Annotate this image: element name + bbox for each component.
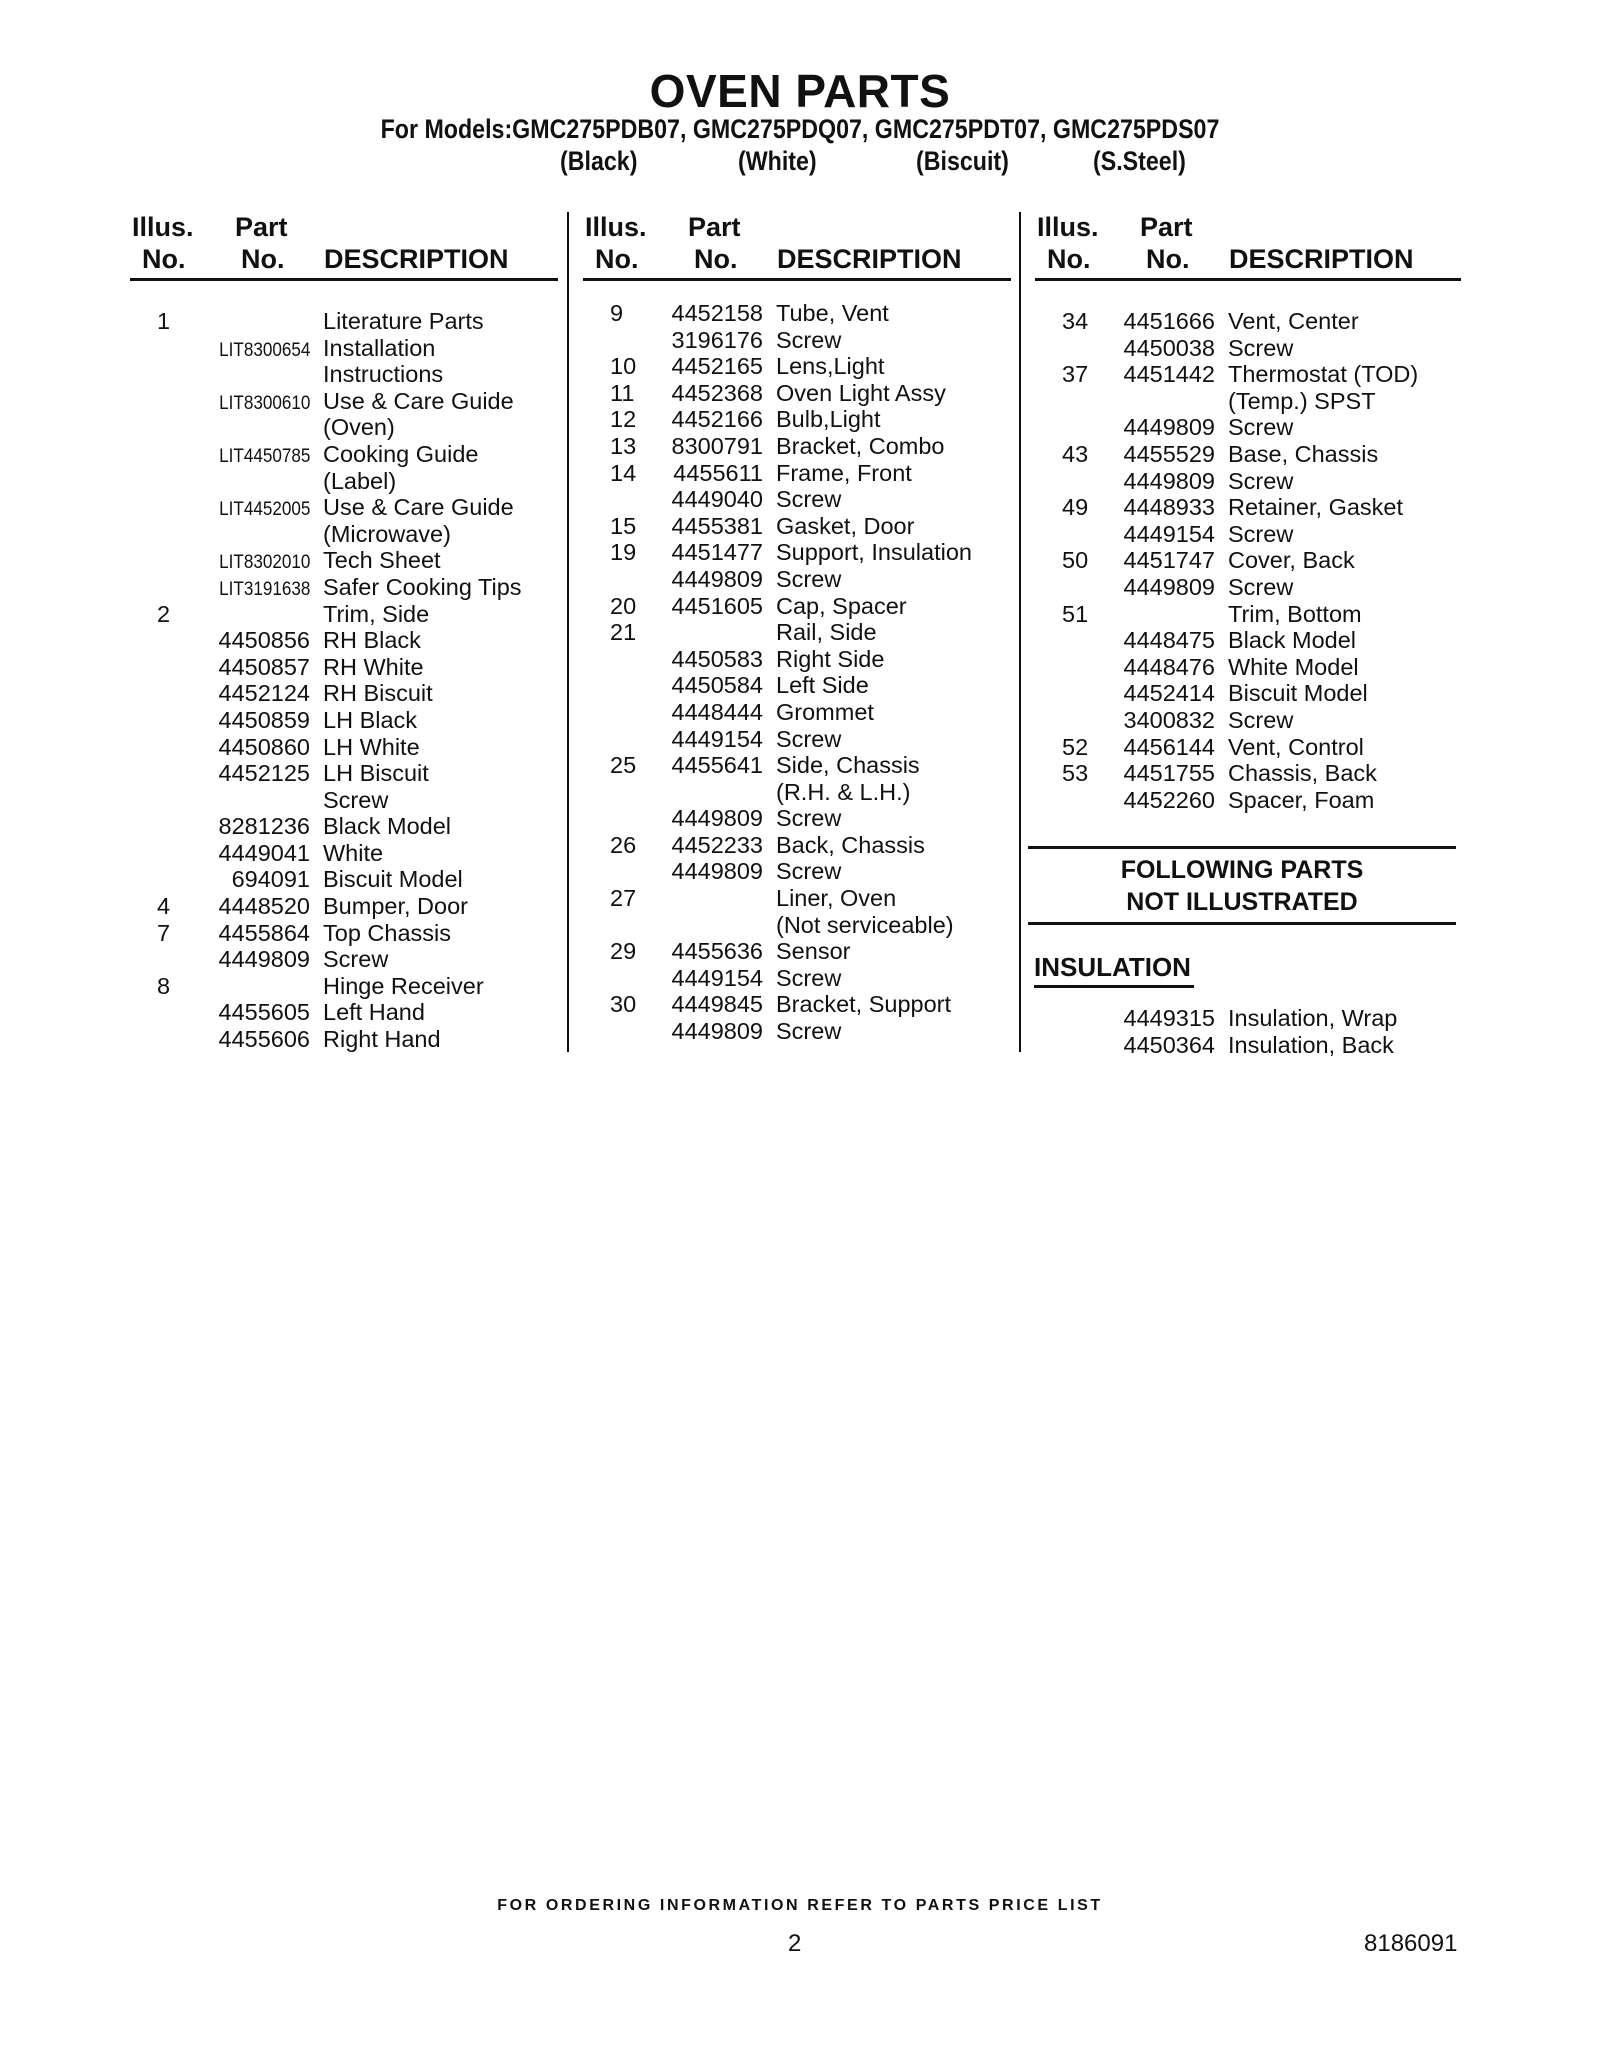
part-row (583, 513, 1013, 540)
part-number: LIT3191638 (218, 578, 310, 600)
part-row (130, 999, 560, 1026)
parts-list (130, 308, 560, 1053)
not-illustrated-heading (1028, 854, 1456, 918)
illus-number: 8 (157, 972, 171, 999)
part-row (1035, 414, 1465, 441)
parts-column-1 (130, 212, 560, 1053)
part-number: 4452414 (1123, 680, 1215, 707)
header-part: Part (688, 212, 741, 242)
illus-number: 34 (1062, 308, 1089, 334)
part-row (130, 521, 560, 548)
part-number: 4451477 (671, 539, 763, 566)
part-row (583, 433, 1013, 460)
part-row (130, 441, 560, 468)
part-number: 4452124 (218, 680, 310, 707)
part-description: Instructions (323, 361, 444, 388)
not-illustrated-line-2: NOT ILLUSTRATED (1126, 888, 1358, 916)
part-row (1035, 707, 1465, 734)
illus-number: 4 (157, 893, 171, 920)
part-description: Screw (776, 805, 842, 832)
part-row (1035, 335, 1465, 362)
part-row (130, 335, 560, 362)
illus-number: 30 (610, 991, 637, 1018)
part-number: 3400832 (1123, 706, 1215, 733)
part-number: 4449154 (1123, 520, 1215, 547)
illus-number: 53 (1062, 760, 1089, 787)
part-description: Bracket, Combo (776, 432, 945, 459)
part-row (583, 858, 1013, 885)
part-row (583, 991, 1013, 1018)
part-row (130, 920, 560, 947)
part-row (583, 566, 1013, 593)
part-description: Side, Chassis (776, 752, 920, 779)
part-number: 4452125 (218, 760, 310, 787)
part-description: White Model (1228, 653, 1359, 680)
part-row (583, 593, 1013, 620)
part-description: RH Biscuit (323, 680, 433, 707)
header-rule (130, 278, 558, 281)
part-row (130, 468, 560, 495)
part-row (583, 460, 1013, 487)
part-number: 4451605 (671, 592, 763, 619)
part-description: Use & Care Guide (323, 494, 514, 521)
part-description: Lens,Light (776, 353, 885, 380)
part-row (583, 406, 1013, 433)
parts-list (583, 300, 1013, 1045)
parts-list (1035, 308, 1465, 813)
part-description: Thermostat (TOD) (1228, 361, 1419, 388)
part-row (583, 885, 1013, 912)
part-row (583, 1018, 1013, 1045)
part-number: 8281236 (218, 813, 310, 840)
part-row (583, 912, 1013, 939)
part-description: Base, Chassis (1228, 440, 1379, 467)
part-description: RH White (323, 653, 424, 680)
part-row (583, 805, 1013, 832)
part-row (130, 1026, 560, 1053)
part-description: Tube, Vent (776, 300, 889, 326)
part-number: 4448520 (218, 893, 310, 920)
insulation-list (1035, 1005, 1465, 1058)
illus-number: 21 (610, 619, 637, 646)
part-number: 4449041 (218, 839, 310, 866)
part-description: LH White (323, 733, 420, 760)
part-description: (Not serviceable) (776, 911, 954, 938)
part-description: Right Hand (323, 1026, 441, 1053)
part-description: Back, Chassis (776, 831, 925, 858)
part-description: Left Side (776, 672, 869, 699)
part-row (583, 832, 1013, 859)
part-number: 4450584 (671, 672, 763, 699)
part-number: 4450857 (218, 653, 310, 680)
part-row (130, 601, 560, 628)
illus-number: 27 (610, 885, 637, 912)
part-description: Insulation, Wrap (1228, 1005, 1398, 1031)
part-description: Bracket, Support (776, 991, 952, 1018)
part-row (1035, 1005, 1465, 1032)
part-row (1035, 654, 1465, 681)
part-row (130, 760, 560, 787)
page-title: OVEN PARTS (649, 65, 951, 117)
insulation-rule (1034, 985, 1194, 988)
color-black: (Black) (560, 146, 638, 176)
part-number: 4452158 (671, 300, 763, 326)
part-row (583, 752, 1013, 779)
illus-number: 7 (157, 919, 171, 946)
part-number: 4448476 (1123, 653, 1215, 680)
part-row (583, 539, 1013, 566)
header-description: DESCRIPTION (1229, 244, 1414, 274)
part-number: LIT8300654 (218, 339, 310, 361)
part-description: (R.H. & L.H.) (776, 778, 911, 805)
part-description: Screw (776, 326, 842, 353)
part-row (583, 646, 1013, 673)
part-number: 4452166 (671, 406, 763, 433)
part-row (130, 654, 560, 681)
part-row (130, 893, 560, 920)
part-description: Chassis, Back (1228, 760, 1377, 787)
column-header (583, 212, 1013, 280)
part-description: Trim, Side (323, 600, 430, 627)
part-row (583, 353, 1013, 380)
part-description: Literature Parts (323, 308, 484, 334)
part-description: White (323, 839, 384, 866)
part-description: (Microwave) (323, 520, 451, 547)
model-colors (0, 146, 1600, 180)
illus-number: 1 (157, 308, 171, 334)
part-row (583, 779, 1013, 806)
part-row (130, 813, 560, 840)
part-number: 4449809 (671, 858, 763, 885)
part-row (1035, 680, 1465, 707)
part-row (1035, 521, 1465, 548)
part-description: LH Biscuit (323, 760, 429, 787)
part-number: LIT4452005 (218, 499, 310, 521)
part-description: Sensor (776, 938, 851, 965)
part-description: Screw (776, 725, 842, 752)
part-description: Cover, Back (1228, 547, 1355, 574)
part-number: 4451747 (1123, 547, 1215, 574)
header-illus-no: No. (142, 244, 186, 274)
part-description: Retainer, Gasket (1228, 494, 1404, 521)
part-row (583, 938, 1013, 965)
part-description: Black Model (323, 813, 451, 840)
part-number: 4450859 (218, 706, 310, 733)
header-rule (1035, 278, 1461, 281)
part-number: 4455605 (218, 999, 310, 1026)
part-row (130, 494, 560, 521)
illus-number: 9 (610, 300, 624, 326)
part-row (1035, 601, 1465, 628)
part-description: Screw (323, 786, 389, 813)
part-number: 4455381 (671, 512, 763, 539)
part-row (130, 627, 560, 654)
part-number: 4449809 (218, 946, 310, 973)
part-number: 4455611 (673, 459, 763, 486)
header-illus: Illus. (585, 212, 647, 242)
part-description: Screw (1228, 414, 1294, 441)
part-number: 4449809 (1123, 414, 1215, 441)
part-row (1035, 787, 1465, 814)
part-row (583, 486, 1013, 513)
header-description: DESCRIPTION (324, 244, 509, 274)
part-number: 4450583 (671, 645, 763, 672)
part-description: Oven Light Assy (776, 379, 946, 406)
part-row (583, 380, 1013, 407)
illus-number: 10 (610, 353, 637, 380)
part-number: 4456144 (1123, 733, 1215, 760)
part-row (1035, 627, 1465, 654)
part-description: Black Model (1228, 627, 1356, 654)
part-number: 694091 (231, 866, 310, 893)
part-row (583, 672, 1013, 699)
part-description: Gasket, Door (776, 512, 915, 539)
part-number: 4450364 (1123, 1031, 1215, 1058)
part-description: (Oven) (323, 414, 395, 441)
part-row (583, 619, 1013, 646)
part-row (1035, 441, 1465, 468)
part-description: Screw (1228, 467, 1294, 494)
part-row (583, 965, 1013, 992)
part-number: 4452165 (671, 353, 763, 380)
part-number: 4449040 (671, 486, 763, 513)
part-row (1035, 1032, 1465, 1059)
part-description: Screw (1228, 334, 1294, 361)
illus-number: 49 (1062, 494, 1089, 521)
part-number: 4449809 (671, 805, 763, 832)
part-row (1035, 361, 1465, 388)
header-illus: Illus. (132, 212, 194, 242)
part-row (130, 547, 560, 574)
illus-number: 37 (1062, 361, 1089, 388)
header-part-no: No. (241, 244, 285, 274)
part-description: Screw (1228, 520, 1294, 547)
column-divider (567, 212, 569, 1052)
illus-number: 29 (610, 938, 637, 965)
part-description: Left Hand (323, 999, 425, 1026)
part-row (130, 734, 560, 761)
part-description: Trim, Bottom (1228, 600, 1362, 627)
part-number: 4455864 (218, 919, 310, 946)
column-divider (1019, 212, 1021, 1052)
part-number: 4449154 (671, 964, 763, 991)
part-description: Vent, Center (1228, 308, 1359, 334)
part-description: Safer Cooking Tips (323, 573, 522, 600)
part-description: Grommet (776, 698, 874, 725)
header-part-no: No. (1146, 244, 1190, 274)
part-number: 4455529 (1123, 440, 1215, 467)
header-illus: Illus. (1037, 212, 1099, 242)
part-description: (Temp.) SPST (1228, 387, 1376, 414)
part-description: Screw (776, 964, 842, 991)
part-number: 4449154 (671, 725, 763, 752)
header-illus-no: No. (595, 244, 639, 274)
part-description: Tech Sheet (323, 547, 441, 574)
header-part: Part (1140, 212, 1193, 242)
part-row (130, 680, 560, 707)
part-row (1035, 734, 1465, 761)
header-illus-no: No. (1047, 244, 1091, 274)
part-row (1035, 308, 1465, 335)
part-row (583, 327, 1013, 354)
part-description: Frame, Front (776, 459, 912, 486)
part-number: LIT8300610 (218, 392, 310, 414)
part-description: Screw (776, 1018, 842, 1045)
not-illustrated-bottom-rule (1028, 922, 1456, 925)
header-description: DESCRIPTION (777, 244, 962, 274)
part-number: 4450856 (218, 627, 310, 654)
part-number: 4449809 (1123, 573, 1215, 600)
part-description: Bumper, Door (323, 893, 468, 920)
part-row (130, 707, 560, 734)
part-row (130, 414, 560, 441)
illus-number: 19 (610, 539, 637, 566)
illus-number: 26 (610, 831, 637, 858)
insulation-heading: INSULATION (1034, 952, 1191, 982)
part-description: Biscuit Model (1228, 680, 1368, 707)
part-number: 4449809 (1123, 467, 1215, 494)
illus-number: 52 (1062, 733, 1089, 760)
part-number: 4451755 (1123, 760, 1215, 787)
part-number: 4451666 (1123, 308, 1215, 334)
illus-number: 25 (610, 752, 637, 779)
part-description: Screw (1228, 706, 1294, 733)
column-header (130, 212, 560, 280)
illus-number: 20 (610, 592, 637, 619)
part-description: Hinge Receiver (323, 972, 484, 999)
part-number: 3196176 (671, 326, 763, 353)
ordering-footer: FOR ORDERING INFORMATION REFER TO PARTS PRICE LIST (497, 1897, 1103, 1914)
part-description: RH Black (323, 627, 421, 654)
part-row (130, 361, 560, 388)
part-number: 4448444 (671, 698, 763, 725)
illus-number: 2 (157, 600, 171, 627)
part-row (583, 699, 1013, 726)
part-number: 4452260 (1123, 786, 1215, 813)
part-description: Right Side (776, 645, 885, 672)
part-number: 4455641 (671, 752, 763, 779)
part-row (583, 726, 1013, 753)
part-number: 4452233 (671, 831, 763, 858)
header-part: Part (235, 212, 288, 242)
illus-number: 13 (610, 432, 637, 459)
part-description: LH Black (323, 706, 418, 733)
part-description: Screw (776, 486, 842, 513)
document-number: 8186091 (1364, 1930, 1458, 1957)
part-number: LIT4450785 (218, 445, 310, 467)
color-biscuit: (Biscuit) (916, 146, 1009, 176)
part-row (130, 973, 560, 1000)
part-number: 4450860 (218, 733, 310, 760)
parts-column-3 (1035, 212, 1465, 813)
color-white: (White) (738, 146, 817, 176)
part-number: LIT8302010 (218, 552, 310, 574)
part-row (130, 946, 560, 973)
part-description: (Label) (323, 467, 397, 494)
part-description: Spacer, Foam (1228, 786, 1375, 813)
column-header (1035, 212, 1465, 280)
illus-number: 14 (610, 459, 637, 486)
illus-number: 11 (610, 379, 635, 406)
part-description: Bulb,Light (776, 406, 881, 433)
part-row (130, 308, 560, 335)
part-description: Vent, Control (1228, 733, 1364, 760)
part-row (583, 300, 1013, 327)
not-illustrated-top-rule (1028, 846, 1456, 849)
part-description: Rail, Side (776, 619, 877, 646)
color-ssteel: (S.Steel) (1093, 146, 1186, 176)
models-line: For Models:GMC275PDB07, GMC275PDQ07, GMC275PDT07, GMC275PDS07 (380, 114, 1220, 144)
not-illustrated-line-1: FOLLOWING PARTS (1120, 856, 1364, 884)
part-number: 8300791 (671, 432, 763, 459)
part-description: Support, Insulation (776, 539, 972, 566)
part-row (1035, 468, 1465, 495)
part-number: 4449809 (671, 565, 763, 592)
illus-number: 12 (610, 406, 637, 433)
page-number: 2 (788, 1930, 802, 1957)
part-description: Cap, Spacer (776, 592, 907, 619)
part-number: 4449845 (671, 991, 763, 1018)
part-number: 4448933 (1123, 494, 1215, 521)
part-number: 4449315 (1123, 1005, 1215, 1031)
part-number: 4455606 (218, 1026, 310, 1053)
part-description: Use & Care Guide (323, 387, 514, 414)
parts-column-2 (583, 212, 1013, 1045)
part-description: Cooking Guide (323, 440, 479, 467)
part-number: 4452368 (671, 379, 763, 406)
part-row (1035, 388, 1465, 415)
part-row (1035, 494, 1465, 521)
part-description: Insulation, Back (1228, 1031, 1394, 1058)
part-row (130, 787, 560, 814)
part-description: Top Chassis (323, 919, 451, 946)
part-row (130, 840, 560, 867)
part-description: Screw (776, 858, 842, 885)
part-row (1035, 574, 1465, 601)
header-rule (583, 278, 1011, 281)
part-number: 4448475 (1123, 627, 1215, 654)
illus-number: 50 (1062, 547, 1089, 574)
part-number: 4455636 (671, 938, 763, 965)
illus-number: 15 (610, 512, 637, 539)
part-number: 4450038 (1123, 334, 1215, 361)
part-row (130, 866, 560, 893)
illus-number: 43 (1062, 440, 1089, 467)
part-description: Screw (1228, 573, 1294, 600)
header-part-no: No. (694, 244, 738, 274)
part-description: Liner, Oven (776, 885, 897, 912)
part-row (1035, 547, 1465, 574)
illus-number: 51 (1062, 600, 1089, 627)
part-number: 4449809 (671, 1018, 763, 1045)
part-row (130, 574, 560, 601)
part-number: 4451442 (1123, 361, 1215, 388)
part-description: Screw (776, 565, 842, 592)
part-row (1035, 760, 1465, 787)
part-description: Screw (323, 946, 389, 973)
part-row (130, 388, 560, 415)
part-description: Biscuit Model (323, 866, 463, 893)
part-description: Installation (323, 334, 436, 361)
